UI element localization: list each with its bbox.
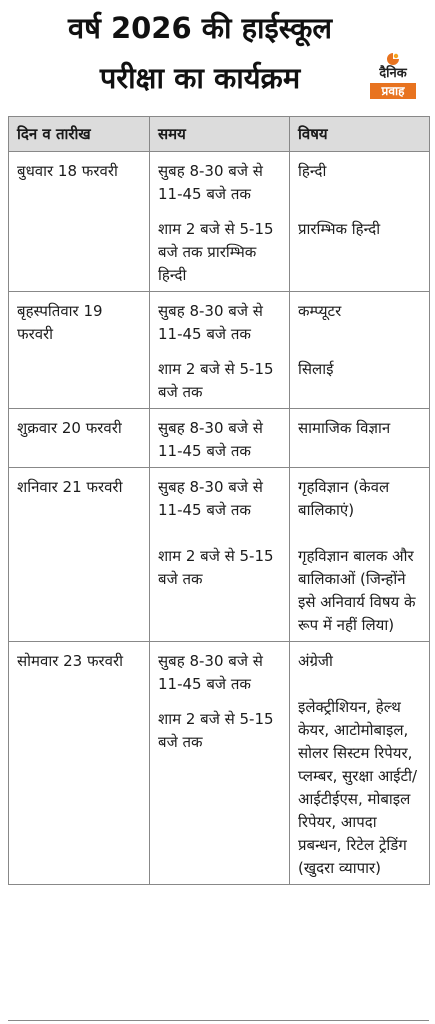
cell-time [150,152,290,292]
table-row [9,409,430,468]
bottom-rule [8,1020,429,1021]
subject-entry: कम्प्यूटर [298,302,342,320]
time-slot: सुबह 8-30 बजे से 11-45 बजे तक [158,419,263,460]
cell-subject [290,292,430,409]
subject-entry: सिलाई [298,360,334,378]
cell-day: सोमवार 23 फरवरी [9,642,150,885]
subject-entry: अंग्रेजी [298,652,333,670]
header-time: समय [150,117,290,152]
logo-text-secondary: प्रवाह [370,83,416,99]
time-slot: शाम 2 बजे से 5-15 बजे तक प्रारम्भिक हिन्दी [158,220,274,284]
cell-time [150,642,290,885]
time-slot: शाम 2 बजे से 5-15 बजे तक [158,547,274,588]
cell-subject [290,468,430,642]
time-slot: शाम 2 बजे से 5-15 बजे तक [158,360,274,401]
page-header [0,0,435,112]
time-slot: सुबह 8-30 बजे से 11-45 बजे तक [158,302,263,343]
exam-schedule-table-wrapper [8,116,429,885]
time-slot: शाम 2 बजे से 5-15 बजे तक [158,710,274,751]
subject-entry: हिन्दी [298,162,327,180]
table-header-row [9,117,430,152]
table-row [9,152,430,292]
page-title-line-1: वर्ष 2026 की हाईस्कूल [67,11,333,45]
time-slot: सुबह 8-30 बजे से 11-45 बजे तक [158,652,263,693]
cell-subject [290,642,430,885]
cell-subject [290,152,430,292]
cell-time [150,409,290,468]
table-row [9,468,430,642]
subject-entry: इलेक्ट्रीशियन, हेल्थ केयर, आटोमोबाइल, सोलर सिस्टम रिपेयर, प्लम्बर, सुरक्षा आईटी/ आईटीईएस, मोबाइल रिपेयर, आपदा प्रबन्धन, रिटेल ट्रेडिंग (खुदरा व्यापार) [298,698,418,877]
header-day-date: दिन व तारीख [9,117,150,152]
cell-subject [290,409,430,468]
subject-entry: गृहविज्ञान (केवल बालिकाएं) [298,478,390,519]
cell-day: शुक्रवार 20 फरवरी [9,409,150,468]
cell-day: शनिवार 21 फरवरी [9,468,150,642]
subject-entry: गृहविज्ञान बालक और बालिकाओं (जिन्होंने इसे अनिवार्य विषय के रूप में नहीं लिया) [298,547,416,634]
header-subject: विषय [290,117,430,152]
exam-schedule-table [8,116,430,885]
subject-entry: सामाजिक विज्ञान [298,419,391,437]
table-row [9,642,430,885]
time-slot: सुबह 8-30 बजे से 11-45 बजे तक [158,162,263,203]
cell-time [150,292,290,409]
publisher-logo [366,52,420,102]
page-title-line-2: परीक्षा का कार्यक्रम [99,61,301,95]
table-row [9,292,430,409]
cell-time [150,468,290,642]
subject-entry: प्रारम्भिक हिन्दी [298,220,381,238]
cell-day: बृहस्पतिवार 19 फरवरी [9,292,150,409]
logo-text-primary: दैनिक [379,66,407,81]
cell-day: बुधवार 18 फरवरी [9,152,150,292]
time-slot: सुबह 8-30 बजे से 11-45 बजे तक [158,478,263,519]
brand-mark-icon [384,52,402,66]
